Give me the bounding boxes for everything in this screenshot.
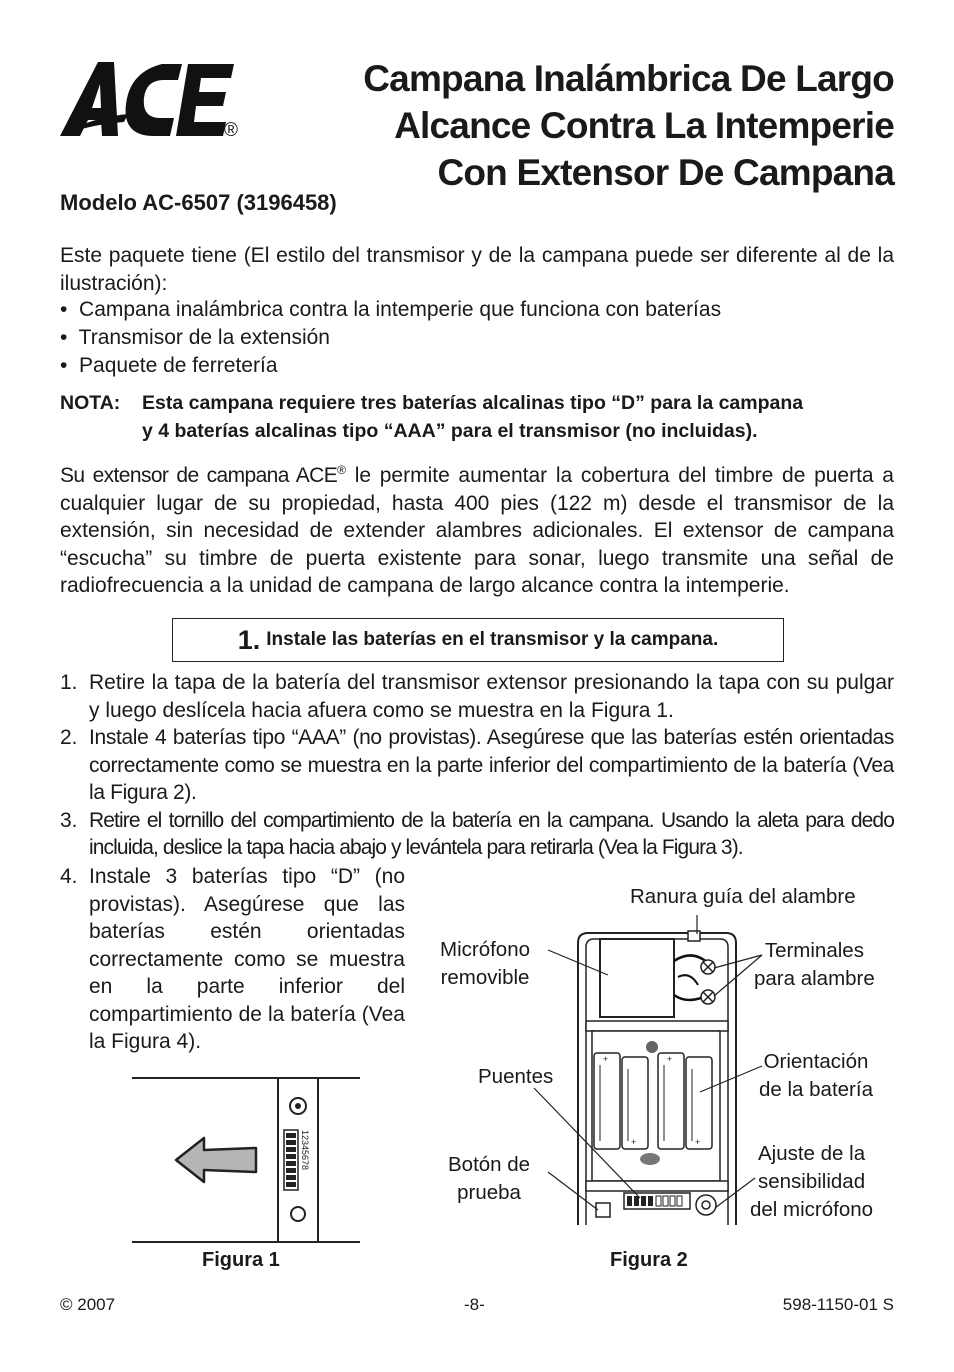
figure-1-caption: Figura 1 [202, 1249, 280, 1271]
footer-copyright: © 2007 [60, 1295, 116, 1314]
callout-sensitivity: Ajuste de la sensibilidad del micrófono [750, 1142, 874, 1221]
svg-text:+: + [631, 1137, 637, 1147]
footer-doc-number: 598-1150-01 S [782, 1295, 894, 1314]
instruction-item: 1. Retire la tapa de la batería del transmisor extensor presionando la tapa con su pulgar y luego deslícela hacia afuera como se muestra en la Figura 1. [60, 671, 894, 722]
figure-2-caption: Figura 2 [610, 1249, 688, 1271]
callout-battery-orientation: Orientación de la batería [759, 1050, 873, 1101]
svg-text:+: + [667, 1054, 673, 1064]
intro-paragraph: Este paquete tiene (El estilo del transmisor y de la campana puede ser diferente al de la ilustración): [60, 244, 894, 295]
list-item: • Transmisor de la extensión [60, 326, 330, 349]
dip-switch-label: 12345678 [300, 1130, 310, 1171]
instruction-item-4: 4. Instale 3 baterías tipo “D” (no provistas). Asegúrese que las baterías estén orientadas correctamente como se muestra en la parte inferior del compartimiento de la batería (Vea la Figura 4). [60, 865, 405, 1053]
svg-text:+: + [695, 1137, 701, 1147]
instruction-item: 2. Instale 4 baterías tipo “AAA” (no provistas). Asegúrese que las baterías estén orientadas correctamente como se muestra en la parte inferior del compartimiento de la batería (Vea la Figura 2). [60, 726, 894, 804]
note-label: NOTA: [60, 392, 121, 414]
callout-jumpers: Puentes [478, 1065, 554, 1088]
note-line-2: y 4 baterías alcalinas tipo “AAA” para el transmisor (no incluidas). [142, 420, 758, 442]
footer-page-number: -8- [464, 1295, 485, 1314]
note-line-1: Esta campana requiere tres baterías alcalinas tipo “D” para la campana [142, 392, 804, 414]
title-line-3: Con Extensor De Campana [437, 152, 894, 193]
registered-mark: ® [224, 120, 238, 141]
callout-terminals: Terminales para alambre [754, 939, 875, 990]
instruction-item: 3. Retire el tornillo del compartimiento de la batería en la campana. Usando la aleta para dedo incluida, deslice la tapa hacia abajo y levántela para retirarla (Vea la Figura 3). [60, 808, 894, 859]
title-line-2: Alcance Contra La Intemperie [394, 105, 894, 146]
description-paragraph: Su extensor de campana ACE® le permite aumentar la cobertura del timbre de puerta a cualquier lugar de su propiedad, hasta 400 pies (122 m) desde el transmisor de la extensión, sin necesidad de extender alambres adicionales. El extensor de campana “escucha” su timbre de puerta existente para sonar, luego transmite una señal de radiofrecuencia a la unidad de campana de largo alcance contra la intemperie. [60, 463, 894, 597]
callout-microphone: Micrófono removible [440, 938, 531, 989]
list-item: • Paquete de ferretería [60, 354, 278, 377]
model-number: Modelo AC-6507 (3196458) [60, 190, 337, 215]
callout-test-button: Botón de prueba [448, 1153, 531, 1204]
title-line-1: Campana Inalámbrica De Largo [363, 58, 894, 99]
step-number: 1. [237, 624, 261, 655]
svg-text:+: + [603, 1054, 609, 1064]
step-title: Instale las baterías en el transmisor y la campana. [266, 629, 719, 650]
callout-wire-slot: Ranura guía del alambre [630, 885, 856, 908]
list-item: • Campana inalámbrica contra la intemperie que funciona con baterías [60, 298, 722, 321]
